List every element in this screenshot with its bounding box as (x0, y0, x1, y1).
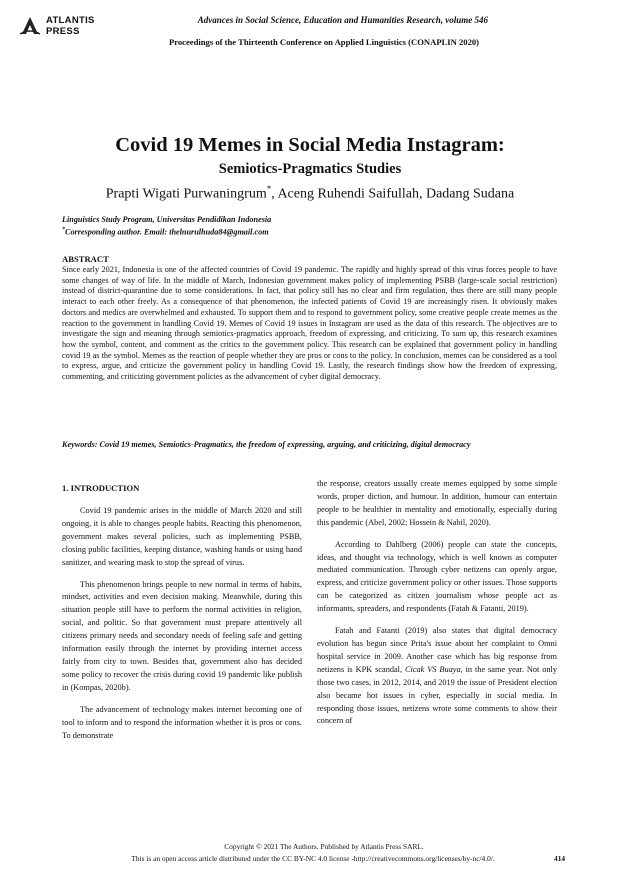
abstract-heading: ABSTRACT (62, 254, 109, 264)
paragraph-part: Fatah and Fatanti (2019) also states that digital democracy evolution has begun since Prita's issue about her complaint to Omni hospital service in 2009. Another case which has big response from netizens is KPK scandal, (317, 626, 557, 674)
corresponding-mark: * (266, 184, 272, 194)
affiliation-block (62, 214, 271, 238)
paragraph: the response, creators usually create memes equipped by some simple words, proper diction, and humour. In addition, humour can entertain people to be healthier in mentality and emotionally, especially during this pandemic (Abel, 2002; Hossein & Nabil, 2020). (317, 479, 557, 527)
logo-line-2: PRESS (46, 26, 80, 37)
corresponding-mark-footnote: * (62, 227, 65, 233)
license-notice: This is an open access article distributed under the CC BY-NC 4.0 license -http://creativecommons.org/licenses/by-nc/4.0/. (131, 854, 495, 863)
proceedings-name: Proceedings of the Thirteenth Conference on Applied Linguistics (CONAPLIN 2020) (168, 37, 480, 47)
paragraph-part: , in the same year. Not only those two cases, in 2012, 2014, and 2019 the issue of President election also became hot issues in cyber, especially in social media. In responding those issues, netizens wrote some comments to show their concern of (317, 664, 557, 726)
paragraph: This phenomenon brings people to new normal in terms of habits, mindset, activities and even decision making. Meanwhile, during this situation people still have to perform the normal activities in religion, social, and politic. So that government must prepare attentively all citizens primary needs and secondary needs of feeling safe and getting information easily through the internet by providing internet access fairly from city to town. Besides that, government also has decided some policy to recover the crisis during covid 19 pandemic like publish in (Kompas, 2020b). (62, 579, 302, 692)
paper-subtitle: Semiotics-Pragmatics Studies (218, 161, 402, 177)
logo-line-1: ATLANTIS (46, 15, 95, 26)
paragraph: The advancement of technology makes internet becoming one of tool to inform and to respond the information whether it is pros or cons. To demonstrate (62, 704, 302, 740)
paragraph: Covid 19 pandemic arises in the middle of March 2020 and still ongoing, it is able to changes people habits. Reacting this phenomenon, government makes several policies, such as implementing PSBB, closing public facilities, keeping distance, washing hands or using hand sanitizer, and wearing mask to stop the spread of virus. (62, 506, 302, 567)
keywords (62, 438, 557, 452)
author-list (0, 184, 620, 203)
journal-name: Advances in Social Science, Education and Humanities Research, volume 546 (197, 15, 488, 25)
copyright-notice: Copyright © 2021 The Authors. Published by Atlantis Press SARL. (224, 842, 424, 851)
paper-title: Covid 19 Memes in Social Media Instagram: (115, 134, 505, 156)
paragraph (317, 625, 557, 728)
left-column (62, 505, 302, 751)
case-name: Cicak VS Buaya (404, 664, 461, 674)
corresponding-author-line (62, 225, 271, 238)
right-column (317, 478, 557, 737)
other-authors: , Aceng Ruhendi Saifullah, Dadang Sudana (271, 186, 515, 202)
page-number: 414 (554, 854, 566, 863)
abstract-text: Since early 2021, Indonesia is one of the affected countries of Covid 19 pandemic. The rapidly and highly spread of this virus forces people to have some changes of way of life. In the middle of March, Indonesian government makes policy of implementing PSBB (large-scale social restriction) instead of district-quarantine due to some considerations. In fact, that policy still has no clear and firm regulation, thus there are still many people interact to each other freely. As a consequence of that phenomenon, the infected patients of Covid 19 are increasingly risen. It obviously makes doctors and medics are overwhelmed and exhausted. To support them and to respond to government policy, some creative people create memes as the reaction to the government in handling Covid 19. Memes of Covid 19 issues in Instagram are used as the data of this research. The objectives are to investigate the sign and meaning through semiotics-pragmatics approach, freedom of expressing, and criticizing. To sum up, this research examines how the symbol, content, and comment as the critics to the government policy. This research can be explained that government policy in handling covid 19 as the symbol. Memes as the reaction of people whether they are pros or cons to the policy. In conclusion, memes can be considered as a tool to express, argue, and criticize the government policy in handling Covid 19. Lastly, the research findings show how the freedom of expressing, commenting, and criticizing government policies as the advancement of cyber digital democracy. (62, 265, 557, 382)
keywords-text: Covid 19 memes, Semiotics-Pragmatics, the freedom of expressing, arguing, and criticizing, digital democracy (97, 440, 471, 449)
paragraph: According to Dahlberg (2006) people can state the concepts, ideas, and thought via technology, which is well known as computer mediated communication. Through cyber netizens can openly argue, express, and criticize government policy or other issues. Those supports can be categorized as citizen journalism whose people act as informants, spreaders, and respondents (Fatah & Fatanti, 2019). (317, 539, 557, 614)
corresponding-author: Corresponding author. Email: thelnurulhuda84@gmail.com (65, 227, 269, 237)
author-1: Prapti Wigati Purwaningrum (105, 186, 267, 202)
keywords-label: Keywords: (62, 440, 98, 449)
section-heading-introduction: 1. INTRODUCTION (62, 483, 140, 493)
affiliation: Linguistics Study Program, Universitas Pendidikan Indonesia (62, 215, 272, 224)
